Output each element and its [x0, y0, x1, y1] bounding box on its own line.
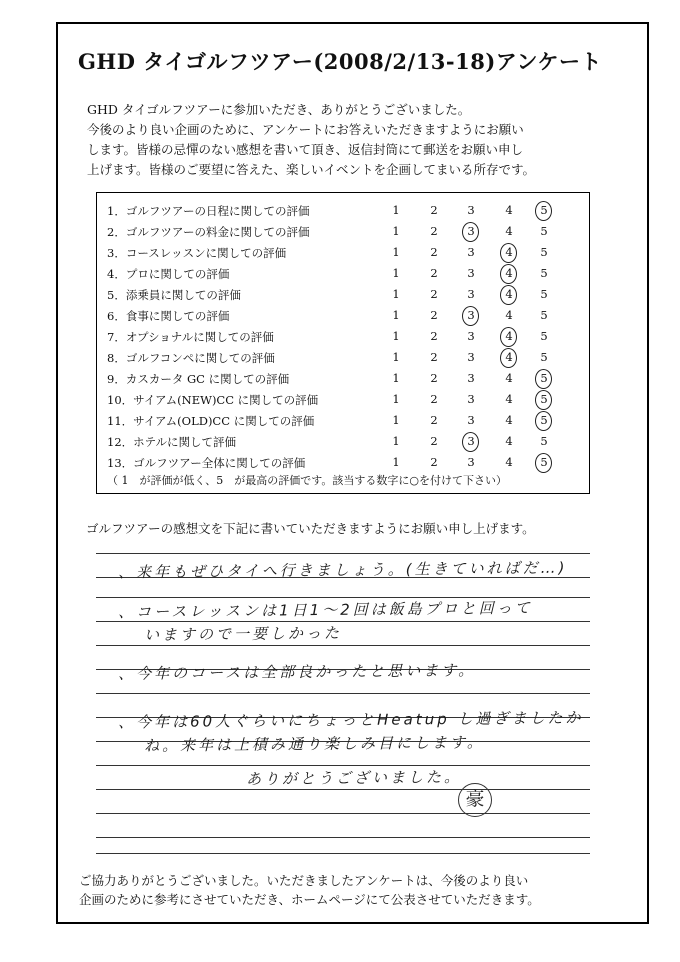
rating-option-1[interactable]: 1 [392, 434, 400, 448]
rating-option-1[interactable]: 1 [392, 308, 400, 322]
selected-circle-mark [535, 453, 552, 473]
rating-option-4[interactable]: 4 [505, 287, 513, 301]
rating-question: 2．ゴルフツアーの料金に関しての評価 [107, 225, 310, 239]
rating-option-2[interactable]: 2 [430, 413, 438, 427]
rating-option-5[interactable]: 5 [540, 266, 548, 280]
selected-circle-mark [535, 201, 552, 221]
rating-question: 12．ホテルに関して評価 [107, 435, 237, 449]
rating-option-2[interactable]: 2 [430, 350, 438, 364]
rating-option-5[interactable]: 5 [540, 329, 548, 343]
rating-option-3[interactable]: 3 [467, 287, 475, 301]
ruled-line [96, 645, 590, 646]
signature-seal: 豪 [458, 783, 492, 817]
rating-row [97, 432, 589, 452]
selected-circle-mark [500, 327, 517, 347]
ruled-line [96, 789, 590, 790]
rating-option-2[interactable]: 2 [430, 392, 438, 406]
rating-option-4[interactable]: 4 [505, 455, 513, 469]
rating-option-4[interactable]: 4 [505, 245, 513, 259]
rating-option-1[interactable]: 1 [392, 350, 400, 364]
rating-legend: （ 1 が評価が低く、5 が最高の評価です。該当する数字に○を付けて下さい） [107, 474, 507, 487]
rating-option-3[interactable]: 3 [467, 392, 475, 406]
rating-option-1[interactable]: 1 [392, 266, 400, 280]
rating-row [97, 411, 589, 431]
rating-question: 4．プロに関しての評価 [107, 267, 230, 281]
selected-circle-mark [535, 390, 552, 410]
rating-option-1[interactable]: 1 [392, 224, 400, 238]
rating-option-2[interactable]: 2 [430, 266, 438, 280]
rating-option-5[interactable]: 5 [540, 455, 548, 469]
handwritten-line: いますので一要しかった [143, 623, 343, 645]
handwritten-line: ありがとうございました。 [245, 767, 463, 789]
rating-row [97, 285, 589, 305]
ruled-line [96, 693, 590, 694]
ruled-line [96, 553, 590, 554]
rating-option-2[interactable]: 2 [430, 224, 438, 238]
rating-option-2[interactable]: 2 [430, 329, 438, 343]
rating-option-3[interactable]: 3 [467, 371, 475, 385]
essay-prompt: ゴルフツアーの感想文を下記に書いていただきますようにお願い申し上げます。 [86, 521, 535, 536]
rating-option-5[interactable]: 5 [540, 203, 548, 217]
rating-question: 13．ゴルフツアー全体に関しての評価 [107, 456, 306, 470]
selected-circle-mark [500, 285, 517, 305]
rating-row [97, 201, 589, 221]
rating-question: 1．ゴルフツアーの日程に関しての評価 [107, 204, 310, 218]
rating-option-2[interactable]: 2 [430, 308, 438, 322]
rating-option-3[interactable]: 3 [467, 455, 475, 469]
rating-option-4[interactable]: 4 [505, 350, 513, 364]
rating-option-3[interactable]: 3 [467, 329, 475, 343]
selected-circle-mark [500, 243, 517, 263]
closing-line: ご協力ありがとうございました。いただきましたアンケートは、今後のより良い [79, 873, 529, 888]
rating-question: 6．食事に関しての評価 [107, 309, 230, 323]
handwritten-line: 、今年のコースは全部良かったと思います。 [117, 661, 477, 683]
rating-option-4[interactable]: 4 [505, 371, 513, 385]
intro-line: 上げます。皆様のご要望に答えた、楽しいイベントを企画してまいる所存です。 [87, 162, 536, 177]
intro-text [87, 100, 607, 180]
rating-option-4[interactable]: 4 [505, 224, 513, 238]
rating-option-4[interactable]: 4 [505, 203, 513, 217]
selected-circle-mark [535, 369, 552, 389]
rating-row [97, 264, 589, 284]
ruled-line [96, 813, 590, 814]
rating-option-5[interactable]: 5 [540, 392, 548, 406]
rating-option-2[interactable]: 2 [430, 455, 438, 469]
rating-option-3[interactable]: 3 [467, 203, 475, 217]
rating-option-4[interactable]: 4 [505, 392, 513, 406]
survey-title: GHD タイゴルフツアー(2008/2/13-18)アンケート [77, 49, 603, 74]
rating-question: 3．コースレッスンに関しての評価 [107, 246, 287, 260]
handwritten-line: 、来年もぜひタイへ行きましょう。(生きていればだ…) [117, 558, 568, 582]
rating-row [97, 453, 589, 473]
rating-option-5[interactable]: 5 [540, 371, 548, 385]
rating-question: 8．ゴルフコンペに関しての評価 [107, 351, 275, 365]
rating-option-1[interactable]: 1 [392, 245, 400, 259]
rating-option-3[interactable]: 3 [467, 350, 475, 364]
rating-option-3[interactable]: 3 [467, 266, 475, 280]
handwritten-line: ね。来年は上積み通り楽しみ目にします。 [143, 733, 485, 755]
intro-line: GHD タイゴルフツアーに参加いただき、ありがとうございました。 [87, 102, 471, 117]
selected-circle-mark [500, 264, 517, 284]
rating-option-5[interactable]: 5 [540, 413, 548, 427]
rating-option-3[interactable]: 3 [467, 245, 475, 259]
rating-row [97, 348, 589, 368]
rating-option-1[interactable]: 1 [392, 203, 400, 217]
rating-option-5[interactable]: 5 [540, 350, 548, 364]
ruled-line [96, 765, 590, 766]
selected-circle-mark [500, 348, 517, 368]
selected-circle-mark [462, 306, 479, 326]
selected-circle-mark [535, 411, 552, 431]
rating-option-4[interactable]: 4 [505, 329, 513, 343]
rating-option-1[interactable]: 1 [392, 287, 400, 301]
rating-row [97, 222, 589, 242]
rating-row [97, 390, 589, 410]
rating-table [96, 192, 590, 494]
rating-option-5[interactable]: 5 [540, 287, 548, 301]
closing-text [79, 871, 639, 909]
intro-line: します。皆様の忌憚のない感想を書いて頂き、返信封筒にて郵送をお願い申し [87, 142, 524, 157]
rating-row [97, 327, 589, 347]
rating-option-2[interactable]: 2 [430, 434, 438, 448]
intro-line: 今後のより良い企画のために、アンケートにお答えいただきますようにお願い [87, 122, 524, 137]
handwritten-line: 、今年は60人ぐらいにちょっとHeatup し過ぎましたか [117, 708, 584, 732]
rating-option-4[interactable]: 4 [505, 434, 513, 448]
ruled-line [96, 837, 590, 838]
rating-option-3[interactable]: 3 [467, 308, 475, 322]
selected-circle-mark [462, 432, 479, 452]
handwritten-line: 、コースレッスンは1日1〜2回は飯島プロと回って [117, 598, 533, 622]
rating-row [97, 306, 589, 326]
rating-option-2[interactable]: 2 [430, 245, 438, 259]
rating-option-2[interactable]: 2 [430, 371, 438, 385]
rating-question: 9．カスカータ GC に関しての評価 [107, 372, 290, 386]
rating-option-5[interactable]: 5 [540, 245, 548, 259]
rating-option-5[interactable]: 5 [540, 434, 548, 448]
rating-option-1[interactable]: 1 [392, 371, 400, 385]
rating-option-2[interactable]: 2 [430, 287, 438, 301]
selected-circle-mark [462, 222, 479, 242]
rating-option-2[interactable]: 2 [430, 203, 438, 217]
closing-line: 企画のために参考にさせていただき、ホームページにて公表させていただきます。 [79, 892, 540, 907]
rating-option-1[interactable]: 1 [392, 329, 400, 343]
rating-row [97, 243, 589, 263]
rating-option-5[interactable]: 5 [540, 224, 548, 238]
rating-option-1[interactable]: 1 [392, 413, 400, 427]
rating-question: 10．サイアム(NEW)CC に関しての評価 [107, 393, 319, 407]
rating-option-1[interactable]: 1 [392, 392, 400, 406]
rating-question: 11．サイアム(OLD)CC に関しての評価 [107, 414, 315, 428]
rating-option-3[interactable]: 3 [467, 434, 475, 448]
essay-lines [96, 553, 590, 853]
rating-option-3[interactable]: 3 [467, 224, 475, 238]
rating-option-3[interactable]: 3 [467, 413, 475, 427]
rating-option-4[interactable]: 4 [505, 308, 513, 322]
rating-question: 7．オプショナルに関しての評価 [107, 330, 274, 344]
rating-question: 5．添乗員に関しての評価 [107, 288, 241, 302]
rating-option-4[interactable]: 4 [505, 266, 513, 280]
rating-option-5[interactable]: 5 [540, 308, 548, 322]
rating-row [97, 369, 589, 389]
rating-option-1[interactable]: 1 [392, 455, 400, 469]
rating-option-4[interactable]: 4 [505, 413, 513, 427]
ruled-line [96, 853, 590, 854]
